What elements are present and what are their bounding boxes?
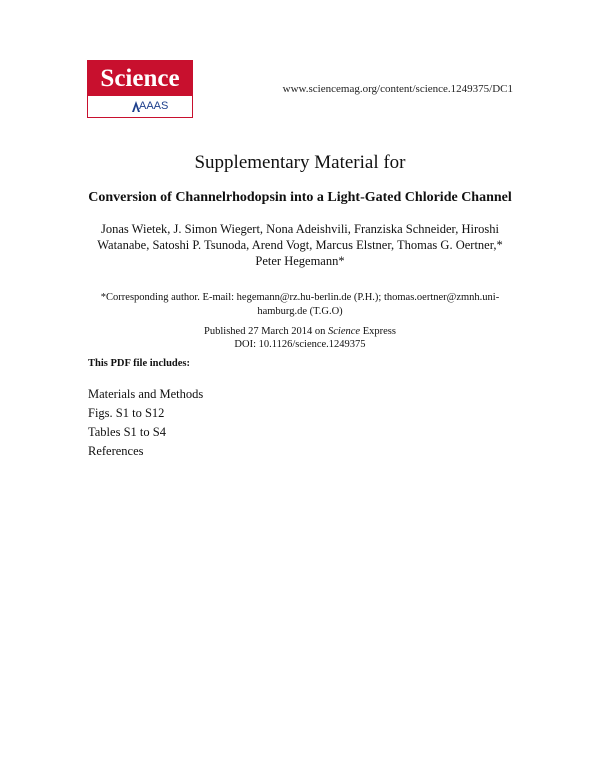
list-item: References [88, 444, 144, 458]
author-list: Jonas Wietek, J. Simon Wiegert, Nona Adeishvili, Franziska Schneider, Hiroshi Watanabe, Satoshi P. Tsunoda, Arend Vogt, Marcus Elstner, Thomas G. Oertner,* Peter Hegemann* [97, 222, 503, 268]
published-line [0, 325, 600, 338]
page-title: Supplementary Material for [194, 152, 406, 173]
publication-info [0, 325, 600, 351]
logo-aaas [88, 96, 192, 117]
paper-title: Conversion of Channelrhodopsin into a Light-Gated Chloride Channel [88, 190, 512, 205]
doi: DOI: 10.1126/science.1249375 [234, 339, 366, 350]
list-item: Tables S1 to S4 [88, 425, 166, 439]
list-item: Figs. S1 to S12 [88, 406, 165, 420]
list-item: Materials and Methods [88, 387, 204, 401]
source-url[interactable]: www.sciencemag.org/content/science.1249375/DC1 [282, 83, 513, 95]
includes-list [88, 387, 203, 463]
aaas-icon [132, 101, 140, 112]
published-journal: Science [328, 326, 361, 337]
published-prefix: Published 27 March 2014 on [204, 326, 328, 337]
science-logo [87, 60, 193, 118]
logo-aaas-text: AAAS [139, 100, 169, 112]
corresponding-author-note: *Corresponding author. E-mail: hegemann@rz.hu-berlin.de (P.H.); thomas.oertner@zmnh.uni-hamburg.de (T.G.O) [100, 292, 500, 317]
logo-wordmark: Science [88, 61, 192, 96]
includes-heading: This PDF file includes: [88, 358, 190, 369]
published-suffix: Express [360, 326, 396, 337]
